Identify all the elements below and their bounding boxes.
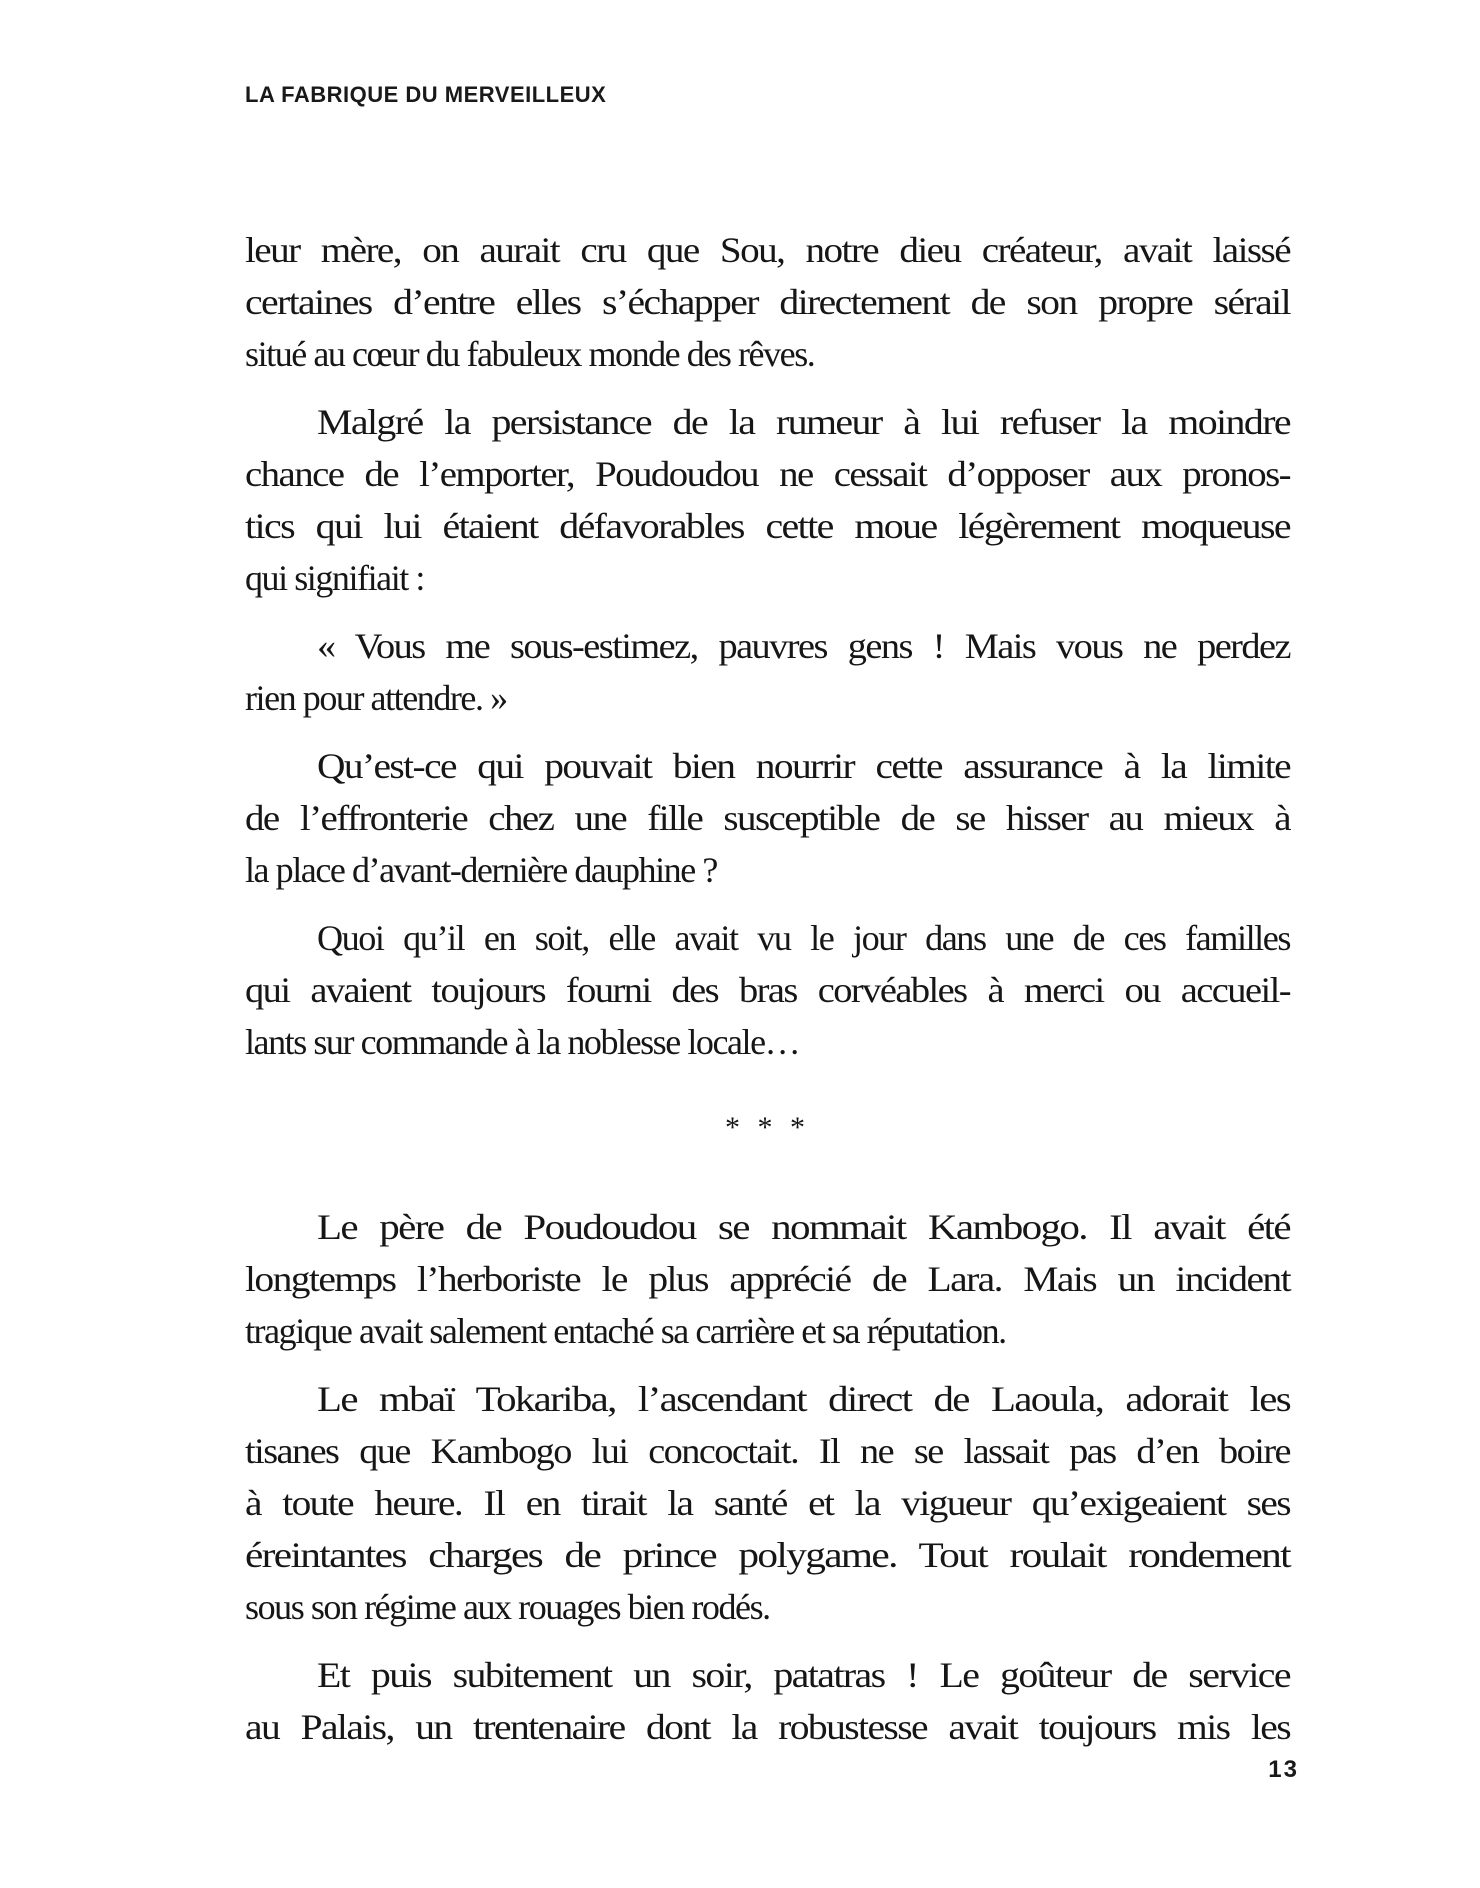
text-line: la place d’avant-dernière dauphine ?	[245, 850, 717, 890]
text-line: leur mère, on aurait cru que Sou, notre dieu créateur, avait laissé	[245, 230, 1290, 270]
text-line: Quoi qu’il en soit, elle avait vu le jour dans une de ces familles	[317, 918, 1290, 958]
text-line: Et puis subitement un soir, patatras ! Le goûteur de service	[317, 1655, 1290, 1695]
text-line: lants sur commande à la noblesse locale…	[245, 1022, 800, 1062]
text-line: qui signifiait :	[245, 558, 424, 598]
running-header: LA FABRIQUE DU MERVEILLEUX	[245, 82, 607, 107]
text-line: « Vous me sous-estimez, pauvres gens ! Mais vous ne perdez	[317, 626, 1290, 666]
text-line: au Palais, un trentenaire dont la robustesse avait toujours mis les	[245, 1707, 1290, 1747]
text-line: qui avaient toujours fourni des bras corvéables à merci ou accueil-	[245, 970, 1290, 1010]
text-line: tics qui lui étaient défavorables cette moue légèrement moqueuse	[245, 506, 1290, 546]
text-line: Malgré la persistance de la rumeur à lui refuser la moindre	[317, 402, 1290, 442]
section-separator: * * *	[725, 1111, 810, 1144]
text-line: à toute heure. Il en tirait la santé et la vigueur qu’exigeaient ses	[245, 1483, 1290, 1523]
text-column	[245, 224, 1290, 1769]
text-line: rien pour attendre. »	[245, 678, 507, 718]
text-line: situé au cœur du fabuleux monde des rêves.	[245, 334, 815, 374]
text-line: sous son régime aux rouages bien rodés.	[245, 1587, 770, 1627]
text-line: certaines d’entre elles s’échapper directement de son propre sérail	[245, 282, 1290, 322]
text-line: Le mbaï Tokariba, l’ascendant direct de Laoula, adorait les	[317, 1379, 1290, 1419]
text-line: éreintantes charges de prince polygame. Tout roulait rondement	[245, 1535, 1290, 1575]
text-line: de l’effronterie chez une fille susceptible de se hisser au mieux à	[245, 798, 1290, 838]
page-number: 13	[1268, 1756, 1299, 1783]
text-line: tisanes que Kambogo lui concoctait. Il ne se lassait pas d’en boire	[245, 1431, 1290, 1471]
text-line: longtemps l’herboriste le plus apprécié de Lara. Mais un incident	[245, 1259, 1290, 1299]
text-line: Le père de Poudoudou se nommait Kambogo. Il avait été	[317, 1207, 1290, 1247]
text-line: chance de l’emporter, Poudoudou ne cessait d’opposer aux pronos-	[245, 454, 1290, 494]
text-line: Qu’est-ce qui pouvait bien nourrir cette assurance à la limite	[317, 746, 1290, 786]
text-line: tragique avait salement entaché sa carrière et sa réputation.	[245, 1311, 1006, 1351]
